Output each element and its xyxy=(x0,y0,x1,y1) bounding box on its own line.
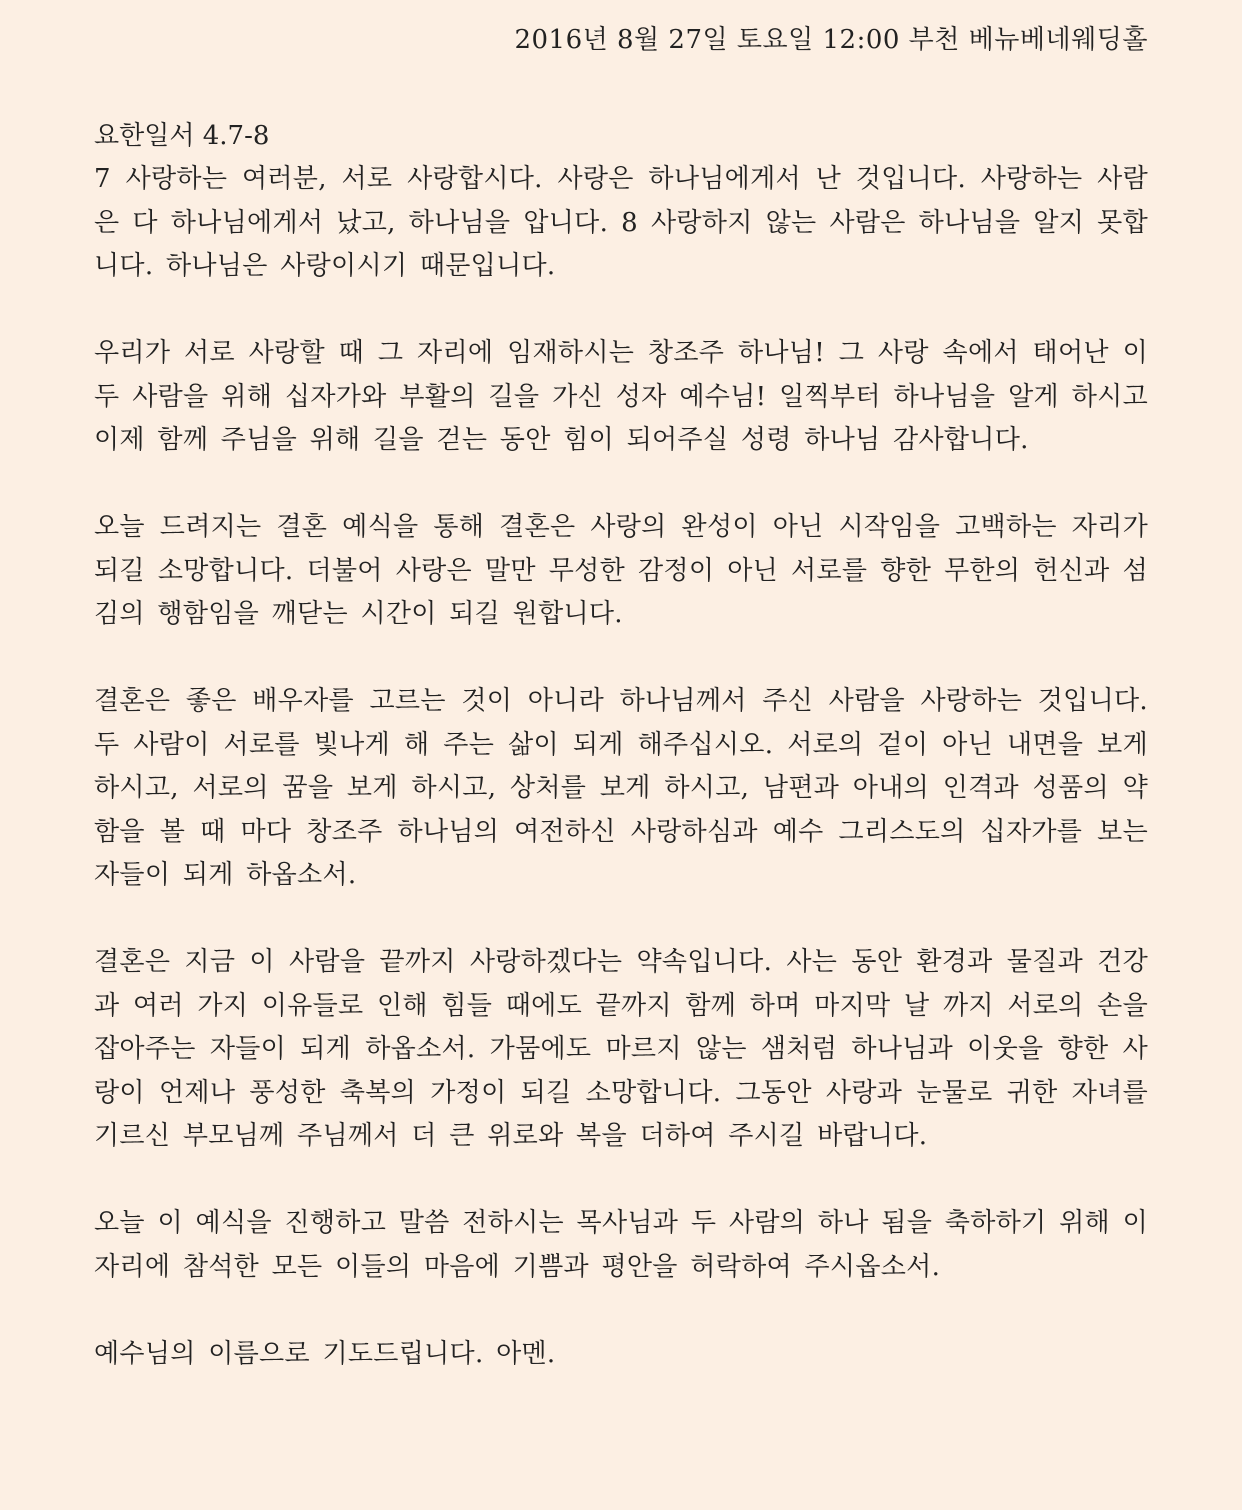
scripture-text: 7 사랑하는 여러분, 서로 사랑합시다. 사랑은 하나님에게서 난 것입니다. 사랑하는 사람은 다 하나님에게서 났고, 하나님을 압니다. 8 사랑하지 않는 사람은 하나님을 알지 못합니다. 하나님은 사랑이시기 때문입니다. xyxy=(94,164,1148,281)
prayer-paragraph-5: 오늘 이 예식을 진행하고 말씀 전하시는 목사님과 두 사람의 하나 됨을 축하하기 위해 이 자리에 참석한 모든 이들의 마음에 기쁨과 평안을 허락하여 주시옵소서. xyxy=(94,1208,1148,1282)
scripture-reference: 요한일서 4.7-8 xyxy=(94,121,270,151)
prayer-paragraph-2: 오늘 드려지는 결혼 예식을 통해 결혼은 사랑의 완성이 아닌 시작임을 고백하는 자리가 되길 소망합니다. 더불어 사랑은 말만 무성한 감정이 아닌 서로를 향한 무한의 헌신과 섬김의 행함임을 깨닫는 시간이 되길 원합니다. xyxy=(94,512,1148,629)
prayer-paragraph-3: 결혼은 좋은 배우자를 고르는 것이 아니라 하나님께서 주신 사람을 사랑하는 것입니다. 두 사람이 서로를 빛나게 해 주는 삶이 되게 해주십시오. 서로의 겉이 아닌 내면을 보게 하시고, 서로의 꿈을 보게 하시고, 상처를 보게 하시고, 남편과 아내의 인격과 성품의 약함을 볼 때 마다 창조주 하나님의 여전하신 사랑하심과 예수 그리스도의 십자가를 보는 자들이 되게 하옵소서. xyxy=(94,686,1148,890)
prayer-paragraph-4: 결혼은 지금 이 사람을 끝까지 사랑하겠다는 약속입니다. 사는 동안 환경과 물질과 건강과 여러 가지 이유들로 인해 힘들 때에도 끝까지 함께 하며 마지막 날 까지 서로의 손을 잡아주는 자들이 되게 하옵소서. 가뭄에도 마르지 않는 샘처럼 하나님과 이웃을 향한 사랑이 언제나 풍성한 축복의 가정이 되길 소망합니다. 그동안 사랑과 눈물로 귀한 자녀를 기르신 부모님께 주님께서 더 큰 위로와 복을 더하여 주시길 바랍니다. xyxy=(94,947,1148,1151)
prayer-paragraph-1: 우리가 서로 사랑할 때 그 자리에 임재하시는 창조주 하나님! 그 사랑 속에서 태어난 이 두 사람을 위해 십자가와 부활의 길을 가신 성자 예수님! 일찍부터 하나님을 알게 하시고 이제 함께 주님을 위해 길을 걷는 동안 힘이 되어주실 성령 하나님 감사합니다. xyxy=(94,338,1148,455)
event-info-header: 2016년 8월 27일 토요일 12:00 부천 베뉴베네웨딩홀 xyxy=(514,25,1148,55)
closing-line: 예수님의 이름으로 기도드립니다. 아멘. xyxy=(94,1338,556,1369)
